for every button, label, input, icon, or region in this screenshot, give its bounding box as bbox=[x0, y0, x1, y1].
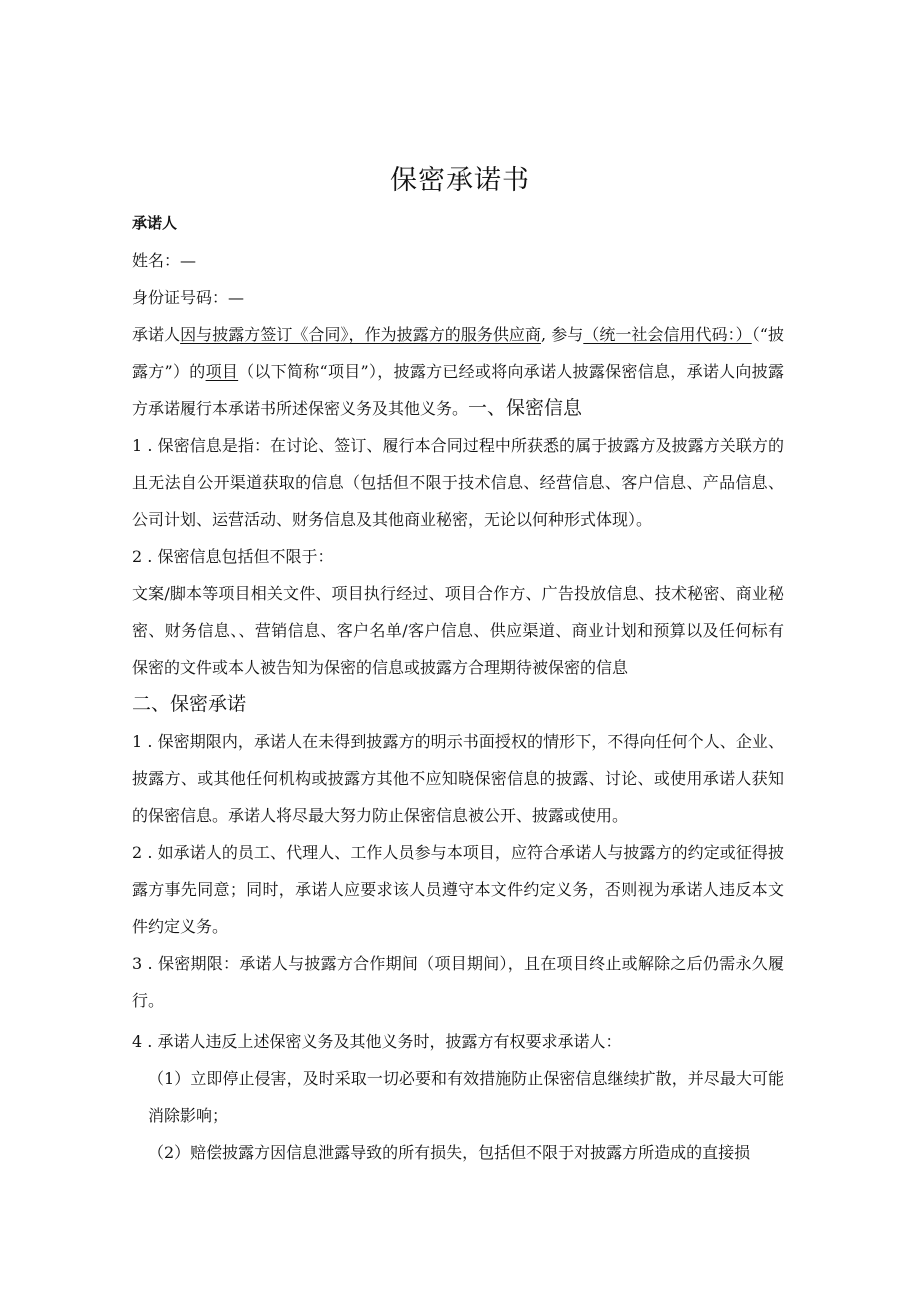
name-line: 姓名：— bbox=[132, 251, 197, 270]
intro-paragraph bbox=[132, 316, 784, 427]
section2-sub1: （1）立即停止侵害，及时采取一切必要和有效措施防止保密信息继续扩散，并尽最大可能消除影响； bbox=[148, 1069, 784, 1125]
document-body bbox=[132, 205, 784, 1171]
intro-project-underlined: 项目 bbox=[205, 362, 239, 381]
intro-text-4: （以下简称“项目”），披露方已经或将向承诺人披露保密信息，承诺人向披露方承诺履行本承诺书所述保密义务及其他义务。 bbox=[132, 362, 784, 418]
section2-item2: 2 . 如承诺人的员工、代理人、工作人员参与本项目，应符合承诺人与披露方的约定或征得披露方事先同意；同时，承诺人应要求该人员遵守本文件约定义务，否则视为承诺人违反本文件约定义务。 bbox=[132, 843, 784, 936]
intro-text-1: 承诺人 bbox=[132, 325, 181, 344]
section2-item1: 1 . 保密期限内，承诺人在未得到披露方的明示书面授权的情形下，不得向任何个人、企业、披露方、或其他任何机构或披露方其他不应知晓保密信息的披露、讨论、或使用承诺人获知的保密信息。承诺人将尽最大努力防止保密信息被公开、披露或使用。 bbox=[132, 732, 784, 825]
document-title: 保密承诺书 bbox=[390, 165, 530, 196]
intro-credit-code-underlined: （统一社会信用代码：） bbox=[583, 325, 752, 344]
intro-text-2: , 参与 bbox=[541, 325, 584, 344]
section2-heading: 二、保密承诺 bbox=[132, 693, 247, 715]
section1-heading: 一、保密信息 bbox=[468, 397, 583, 419]
section2-sub2: （2）赔偿披露方因信息泄露导致的所有损失，包括但不限于对披露方所造成的直接损 bbox=[148, 1143, 751, 1162]
promisor-heading: 承诺人 bbox=[132, 214, 178, 232]
section2-item3: 3 . 保密期限：承诺人与披露方合作期间（项目期间），且在项目终止或解除之后仍需永久履行。 bbox=[132, 954, 784, 1010]
id-number-line: 身份证号码：— bbox=[132, 288, 245, 307]
section1-item1: 1 . 保密信息是指：在讨论、签订、履行本合同过程中所获悉的属于披露方及披露方关联方的且无法自公开渠道获取的信息（包括但不限于技术信息、经营信息、客户信息、产品信息、公司计划、运营活动、财务信息及其他商业秘密，无论以何种形式体现）。 bbox=[132, 436, 784, 529]
intro-contract-underlined: 因与披露方签订《合同》，作为披露方的服务供应商 bbox=[180, 325, 541, 344]
section1-item2-detail: 文案/脚本等项目相关文件、项目执行经过、项目合作方、广告投放信息、技术秘密、商业秘密、财务信息、、营销信息、客户名单/客户信息、供应渠道、商业计划和预算以及任何标有保密的文件或本人被告知为保密的信息或披露方合理期待被保密的信息 bbox=[132, 584, 784, 677]
section2-item4: 4 . 承诺人违反上述保密义务及其他义务时，披露方有权要求承诺人： bbox=[132, 1032, 622, 1051]
section1-item2: 2 . 保密信息包括但不限于： bbox=[132, 547, 334, 566]
intro-text-3: （“披露方”）的 bbox=[132, 325, 784, 381]
